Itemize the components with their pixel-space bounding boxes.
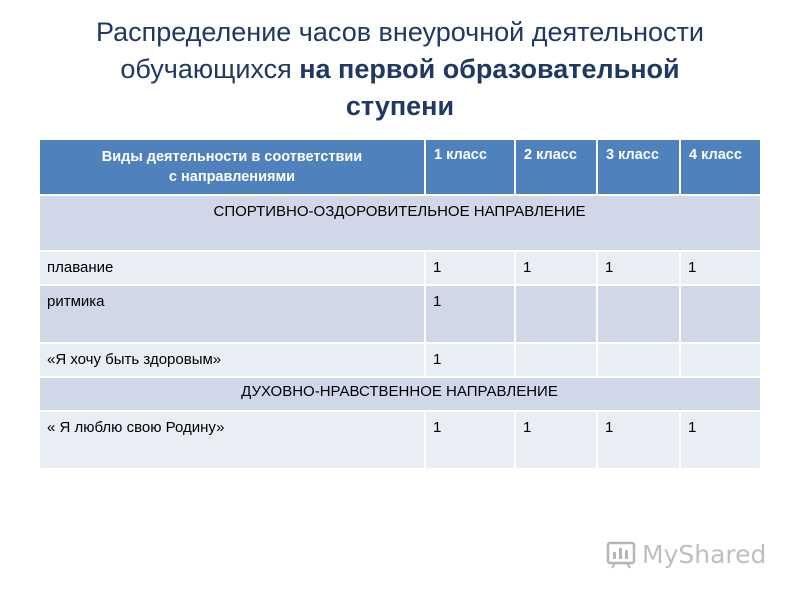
- grade-4-cell: [681, 344, 760, 378]
- grade-1-cell: 1: [426, 412, 516, 470]
- section-sport-label: СПОРТИВНО-ОЗДОРОВИТЕЛЬНОЕ НАПРАВЛЕНИЕ: [213, 203, 586, 220]
- watermark-text: MyShared: [642, 539, 767, 569]
- grade-2-cell: [516, 344, 598, 378]
- header-grade-4: 4 класс: [681, 140, 760, 196]
- grade-2-cell: [516, 286, 598, 344]
- hours-table: [40, 140, 760, 470]
- grade-3-cell: [598, 286, 681, 344]
- slide-title: [40, 14, 760, 125]
- table-row: [40, 344, 760, 378]
- section-spiritual-label: ДУХОВНО-НРАВСТВЕННОЕ НАПРАВЛЕНИЕ: [241, 383, 558, 400]
- title-line-1: Распределение часов внеурочной деятельности: [95, 17, 705, 47]
- header-grade-1: 1 класс: [426, 140, 516, 196]
- header-activity: [40, 140, 426, 196]
- section-row-sport: [40, 196, 760, 252]
- header-activity-line-2: с направлениями: [168, 169, 296, 185]
- grade-3-cell: [598, 344, 681, 378]
- grade-3-cell: 1: [598, 412, 681, 470]
- title-line-3-bold: ступени: [345, 91, 455, 121]
- myshared-logo-icon: [606, 539, 636, 569]
- grade-1-cell: 1: [426, 286, 516, 344]
- grade-2-cell: 1: [516, 252, 598, 286]
- table-row: [40, 412, 760, 470]
- grade-4-cell: 1: [681, 252, 760, 286]
- header-grade-3: 3 класс: [598, 140, 681, 196]
- section-spiritual-cell: [40, 378, 760, 412]
- grade-1-cell: 1: [426, 344, 516, 378]
- grade-4-cell: 1: [681, 412, 760, 470]
- activity-cell: «Я хочу быть здоровым»: [40, 344, 426, 378]
- section-sport-cell: [40, 196, 760, 252]
- grade-2-cell: 1: [516, 412, 598, 470]
- title-line-2: [40, 51, 760, 88]
- table-header-row: [40, 140, 760, 196]
- header-activity-line-1: Виды деятельности в соответствии: [101, 149, 363, 165]
- activity-cell: плавание: [40, 252, 426, 286]
- grade-3-cell: 1: [598, 252, 681, 286]
- table-row: [40, 252, 760, 286]
- title-line-2-bold: на первой образовательной: [299, 54, 680, 84]
- title-line-2-normal: обучающихся: [120, 54, 300, 84]
- grade-4-cell: [681, 286, 760, 344]
- activity-cell: « Я люблю свою Родину»: [40, 412, 426, 470]
- grade-1-cell: 1: [426, 252, 516, 286]
- title-line-3: [40, 88, 760, 125]
- activity-cell: ритмика: [40, 286, 426, 344]
- header-grade-2: 2 класс: [516, 140, 598, 196]
- section-row-spiritual: [40, 378, 760, 412]
- table-row: [40, 286, 760, 344]
- myshared-watermark: [606, 536, 766, 572]
